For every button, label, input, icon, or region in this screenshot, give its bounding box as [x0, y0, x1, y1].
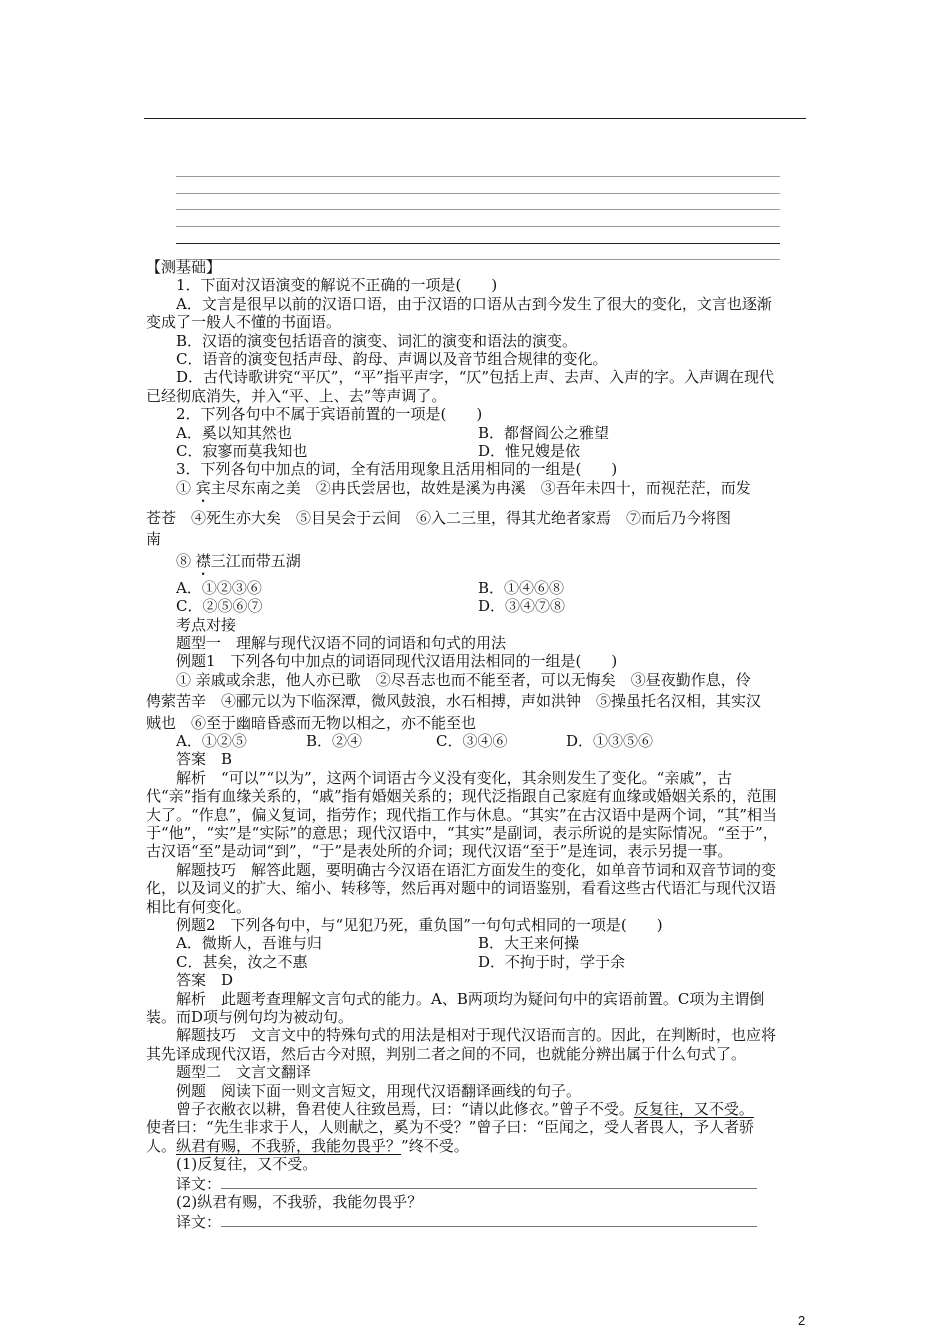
example-1-option-b: B．②④ — [306, 731, 363, 750]
sentence-number: ⑧ — [176, 551, 196, 570]
example-2-option-b: B．大王来何操 — [478, 934, 580, 953]
example-2-option-c: C．甚矣，汝之不惠 — [176, 952, 308, 971]
example-1-option-a: A．①②⑤ — [176, 731, 247, 750]
dotted-word: 宾 — [195, 478, 211, 497]
underlined-sentence: 反复往，又不受。 — [633, 1100, 754, 1119]
question-1-option-d: D．古代诗歌讲究“平仄”，“平”指平声字，“仄”包括上声、去声、入声的字。入声调在现代已经彻底消失，并入“平、上、去”等声调了。 — [146, 368, 775, 405]
passage-line — [146, 1100, 780, 1118]
sentence-text: 主尽东南之美 ②冉氏尝居也，故姓是溪为冉溪 ③吾年未四十，而视茫茫，而发 — [210, 478, 751, 497]
passage-text: 曾子衣敝衣以耕，鲁君使人往致邑焉，曰：“请以此修衣。”曾子不受。 — [176, 1100, 634, 1119]
example-2-options-row — [146, 934, 780, 952]
translation-input-1[interactable] — [221, 1174, 757, 1189]
question-2-options-row — [146, 442, 780, 460]
question-3-options-row — [146, 597, 780, 615]
example-1-option-d: D．①③⑤⑥ — [566, 731, 654, 750]
example-2-answer: 答案 D — [176, 971, 234, 990]
kaodian-heading: 考点对接 — [176, 615, 237, 634]
question-3-options-row — [146, 579, 780, 597]
example-2-stem: 例题2 下列各句中，与“见犯乃死，重负国”一句句式相同的一项是( ) — [176, 916, 663, 934]
passage-text: 人。 — [146, 1136, 177, 1155]
translation-answer-2 — [146, 1212, 780, 1231]
type-2-title: 题型二 文言文翻译 — [176, 1063, 312, 1082]
question-3-sentence-line: 苍苍 ④死生亦大矣 ⑤目吴会于云间 ⑥入二三里，得其尤绝者家焉 ⑦而后乃今将图 — [146, 508, 732, 527]
section-label: 【测基础】 — [146, 258, 222, 276]
question-3-option-c: C．②⑤⑥⑦ — [176, 597, 263, 616]
example-2-options-row — [146, 953, 780, 971]
type-2-stem: 例题 阅读下面一则文言短文，用现代汉语翻译画线的句子。 — [176, 1081, 582, 1100]
question-1-stem: 1．下面对汉语演变的解说不正确的一项是( ) — [176, 276, 498, 295]
question-2-stem: 2．下列各句中不属于宾语前置的一项是( ) — [176, 405, 483, 424]
type-1-title: 题型一 理解与现代汉语不同的词语和句式的用法 — [176, 633, 507, 652]
example-2-option-d: D．不拘于时，学于余 — [478, 952, 626, 971]
example-1-analysis: 解析 “可以”“以为”，这两个词语古今义没有变化，其余则发生了变化。“亲戚”，古代“亲”指有血缘关系的，“戚”指有婚姻关系的；现代泛指跟自己家庭有血缘或婚姻关系的，范围大了。“作息”，偏义复词，指劳作；现代指工作与休息。“其实”在古汉语中是两个词，“其”相当于“他”，“实”是“实际”的意思；现代汉语中，“其实”是副词，表示所说的是实际情况。“至于”，古汉语“至”是动词“到”，“于”是表处所的介词；现代汉语“至于”是连词，表示另提一事。 — [146, 768, 778, 861]
question-3-sentence-line: 南 — [146, 530, 162, 549]
underlined-sentence: 纵君有赐，不我骄，我能勿畏乎？ — [176, 1136, 402, 1155]
question-3-stem: 3．下列各句中加点的词，全有活用现象且活用相同的一组是( ) — [176, 460, 618, 479]
translation-label: 译文： — [176, 1212, 222, 1231]
question-3-option-b: B．①④⑥⑧ — [478, 578, 565, 597]
answer-blank-line[interactable] — [176, 226, 780, 227]
example-1-options-row — [146, 732, 780, 750]
page-number: 2 — [798, 1313, 806, 1328]
example-1-stem: 例题1 下列各句中加点的词语同现代汉语用法相同的一组是( ) — [176, 652, 618, 671]
translation-label: 译文： — [176, 1174, 222, 1193]
translation-answer-1 — [146, 1174, 780, 1193]
question-2-option-c: C．寂寥而莫我知也 — [176, 442, 308, 461]
question-3-option-d: D．③④⑦⑧ — [478, 597, 566, 616]
question-3-sentence-line — [146, 479, 780, 506]
sentence-number: ① — [176, 478, 196, 497]
question-3-option-a: A．①②③⑥ — [176, 578, 262, 597]
question-2-option-b: B．都督阎公之雅望 — [478, 423, 610, 442]
answer-blank-line[interactable] — [176, 243, 780, 244]
translation-question-2: (2)纵君有赐，不我骄，我能勿畏乎？ — [176, 1193, 423, 1212]
document-body — [146, 258, 780, 1231]
example-2-skill: 解题技巧 文言文中的特殊句式的用法是相对于现代汉语而言的。因此，在判断时，也应将其先译成现代汉语，然后古今对照，判别二者之间的不同，也就能分辨出属于什么句式了。 — [146, 1026, 777, 1063]
example-1-option-c: C．③④⑥ — [436, 731, 508, 750]
example-1-sentence-line: 俜萦苦辛 ④郦元以为下临深潭，微风鼓浪，水石相搏，声如洪钟 ⑤操虽托名汉相，其实汉 — [146, 692, 762, 711]
answer-blank-line[interactable] — [176, 193, 780, 194]
answer-blank-line[interactable] — [176, 209, 780, 210]
question-2-option-a: A．奚以知其然也 — [176, 423, 292, 442]
answer-blank-line[interactable] — [176, 176, 780, 177]
question-2-option-d: D．惟兄嫂是依 — [478, 442, 581, 461]
example-1-sentence-line: 贼也 ⑥至于幽暗昏惑而无物以相之，亦不能至也 — [146, 713, 477, 732]
header-rule — [144, 118, 806, 119]
example-1-sentence-line: ① 亲戚或余悲，他人亦已歌 ②尽吾志也而不能至者，可以无悔矣 ③昼夜勤作息，伶 — [176, 670, 751, 689]
passage-text: ”终不受。 — [401, 1136, 469, 1155]
sentence-text: 三江而带五湖 — [210, 551, 301, 570]
example-1-skill: 解题技巧 解答此题，要明确古今汉语在语汇方面发生的变化，如单音节词和双音节词的变化，以及词义的扩大、缩小、转移等，然后再对题中的词语鉴别，看看这些古代语汇与现代汉语相比有何变化。 — [146, 860, 777, 916]
translation-input-2[interactable] — [221, 1212, 757, 1227]
passage-line — [146, 1137, 780, 1155]
example-2-analysis: 解析 此题考查理解文言句式的能力。A、B两项均为疑问句中的宾语前置。C项为主谓倒装。而D项与例句均为被动句。 — [146, 989, 765, 1027]
translation-question-1: (1)反复往，又不受。 — [176, 1155, 318, 1174]
dotted-word: 襟 — [195, 551, 211, 570]
question-1-option-a: A．文言是很早以前的汉语口语，由于汉语的口语从古到今发生了很大的变化，文言也逐渐变成了一般人不懂的书面语。 — [146, 294, 772, 332]
question-1-option-b: B．汉语的演变包括语音的演变、词汇的演变和语法的演变。 — [176, 331, 578, 350]
example-2-option-a: A．微斯人，吾谁与归 — [176, 934, 322, 953]
question-3-sentence-line — [146, 552, 780, 579]
question-1-option-c: C．语音的演变包括声母、韵母、声调以及音节组合规律的变化。 — [176, 350, 608, 369]
passage-line: 使者曰：“先生非求于人，人则献之，奚为不受？”曾子曰：“臣闻之，受人者畏人，予人者骄 — [146, 1118, 755, 1137]
question-2-options-row — [146, 424, 780, 442]
example-1-answer: 答案 B — [176, 750, 233, 769]
